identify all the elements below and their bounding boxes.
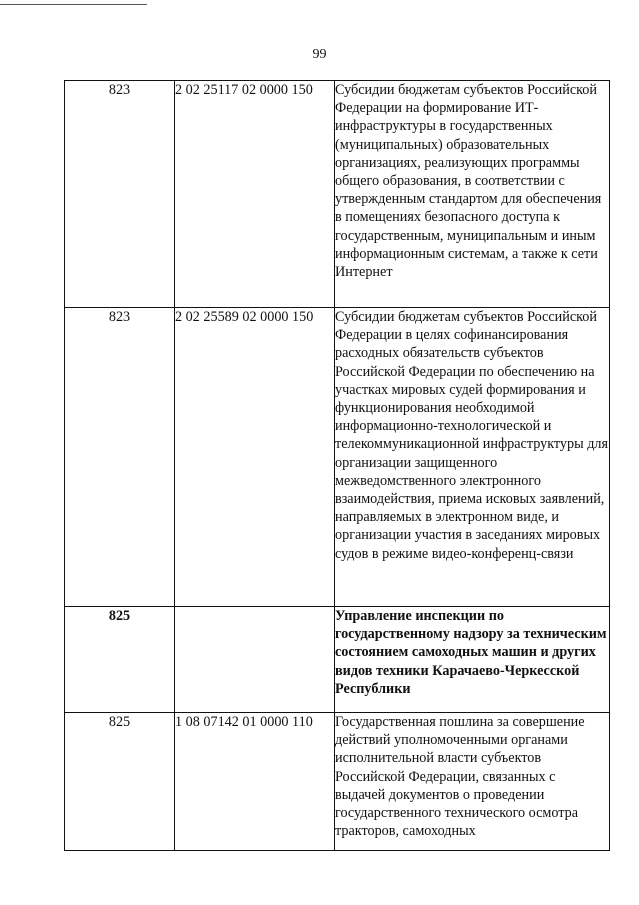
table-row-administrator — [65, 607, 610, 713]
kbk-code-cell — [175, 607, 335, 713]
admin-code-cell: 823 — [65, 308, 175, 607]
kbk-code-cell: 2 02 25117 02 0000 150 — [175, 81, 335, 308]
page-number: 99 — [312, 47, 327, 62]
admin-code-cell: 823 — [65, 81, 175, 308]
revenue-name-cell: Субсидии бюджетам субъектов Российской Федерации в целях софинансирования расходных обязательств субъектов Российской Федерации по обеспечению на участках мировых судей формирования и функционирования необходимой информационно-технологической и телекоммуникационной инфраструктуры для организации защищенного межведомственного электронного взаимодействия, приема исковых заявлений, направляемых в электронном виде, и организации участия в заседаниях мировых судов в режиме видео-конференц-связи — [335, 308, 610, 607]
table-row — [65, 81, 610, 308]
kbk-code-cell: 1 08 07142 01 0000 110 — [175, 713, 335, 851]
admin-code-cell: 825 — [65, 607, 175, 713]
budget-classification-table — [64, 80, 610, 851]
top-rule — [0, 4, 147, 5]
table-row — [65, 308, 610, 607]
table-row — [65, 713, 610, 851]
revenue-name-cell: Субсидии бюджетам субъектов Российской Федерации на формирование ИТ-инфраструктуры в государственных (муниципальных) образовательных организациях, реализующих программы общего образования, в соответствии с утвержденным стандартом для обеспечения в помещениях безопасного доступа к государственным, муниципальным и иным информационным системам, а также к сети Интернет — [335, 81, 610, 308]
kbk-code-cell: 2 02 25589 02 0000 150 — [175, 308, 335, 607]
revenue-name-cell: Государственная пошлина за совершение действий уполномоченными органами исполнительной власти субъектов Российской Федерации, связанных с выдачей документов о проведении государственного технического осмотра тракторов, самоходных — [335, 713, 610, 851]
administrator-name-cell: Управление инспекции по государственному надзору за техническим состоянием самоходных машин и других видов техники Карачаево-Черкесской Республики — [335, 607, 610, 713]
admin-code-cell: 825 — [65, 713, 175, 851]
